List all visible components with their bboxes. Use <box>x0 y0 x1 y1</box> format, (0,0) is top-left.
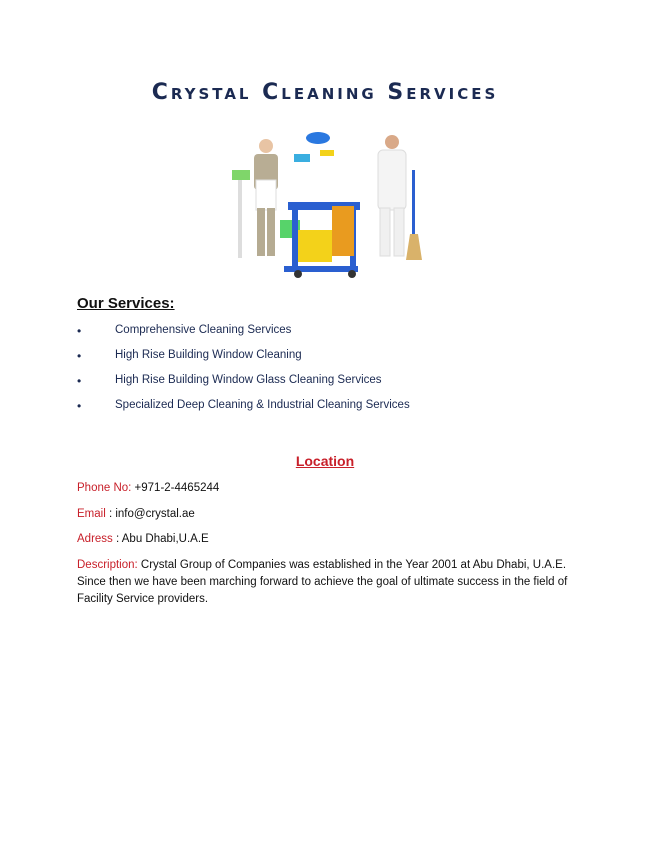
services-heading: Our Services: <box>77 295 175 312</box>
bullet-icon: • <box>77 324 82 338</box>
service-item: • Comprehensive Cleaning Services <box>77 324 292 338</box>
bullet-icon: • <box>77 349 82 363</box>
location-heading: Location <box>295 453 355 469</box>
address-field: Adress : Abu Dhabi,U.A.E <box>77 533 209 545</box>
bullet-icon: • <box>77 399 82 413</box>
cleaning-staff-image <box>228 130 424 282</box>
bullet-icon: • <box>77 374 82 388</box>
services-list <box>77 324 410 424</box>
service-item: • High Rise Building Window Glass Cleaning Services <box>77 374 382 388</box>
document-title: Crystal Cleaning Services <box>151 80 499 105</box>
service-item: • High Rise Building Window Cleaning <box>77 349 302 363</box>
description-paragraph: Description: Crystal Group of Companies was established in the Year 2001 at Abu Dhabi, U.A.E. Since then we have been marching forward to achieve the goal of ultimate success in the field of Facility Service providers. <box>77 559 568 605</box>
phone-field: Phone No: +971-2-4465244 <box>77 482 220 494</box>
email-field: Email : info@crystal.ae <box>77 508 195 520</box>
service-item: • Specialized Deep Cleaning & Industrial Cleaning Services <box>77 399 410 413</box>
